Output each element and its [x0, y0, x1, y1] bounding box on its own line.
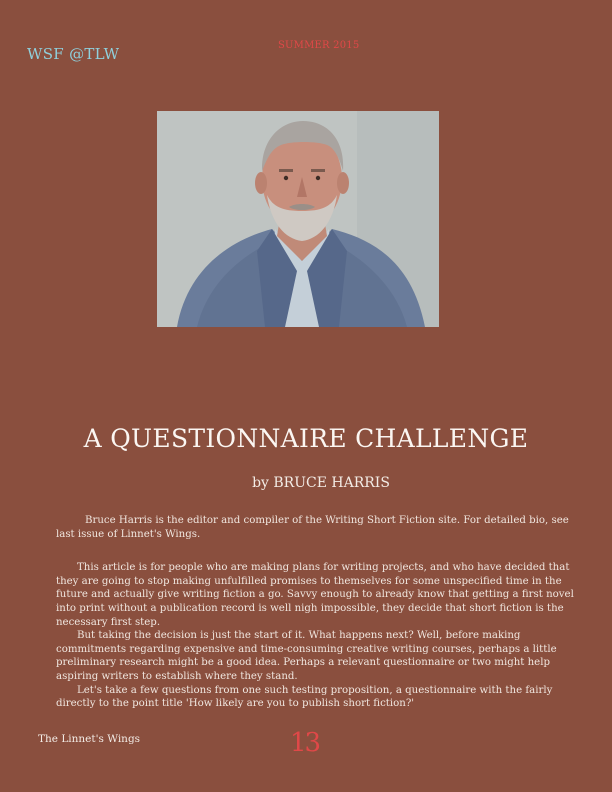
page-number: 13	[290, 728, 320, 758]
publication-name: The Linnet's Wings	[38, 733, 141, 745]
article-paragraph: This article is for people who are making plans for writing projects, and who have decided that they are going to stop making unfulfilled promises to themselves for some unspecified time in the future and actually give writing fiction a go. Savvy enough to already know that getting a first novel into print without a publication record is well nigh impossible, they decide that short fiction is the necessary first step.	[56, 562, 574, 628]
author-photo	[157, 111, 439, 327]
author-portrait-icon	[157, 111, 439, 327]
article-paragraph: Let's take a few questions from one such testing proposition, a questionnaire with the fairly directly to the point title 'How likely are you to publish short fiction?'	[56, 684, 553, 710]
article-body	[56, 514, 576, 711]
article-paragraph: But taking the decision is just the start of it. What happens next? Well, before making commitments regarding expensive and time-consuming creative writing courses, perhaps a little preliminary research might be a good idea. Perhaps a relevant questionnaire or two might help aspiring writers to establish where they stand.	[56, 630, 557, 682]
article-byline: by BRUCE HARRIS	[252, 475, 390, 491]
section-tag: WSF @TLW	[27, 45, 120, 63]
author-bio: Bruce Harris is the editor and compiler of the Writing Short Fiction site. For detailed bio, see last issue of Linnet's Wings.	[56, 515, 569, 540]
article-title: A QUESTIONNAIRE CHALLENGE	[83, 424, 529, 453]
issue-tag: SUMMER 2015	[278, 40, 360, 51]
